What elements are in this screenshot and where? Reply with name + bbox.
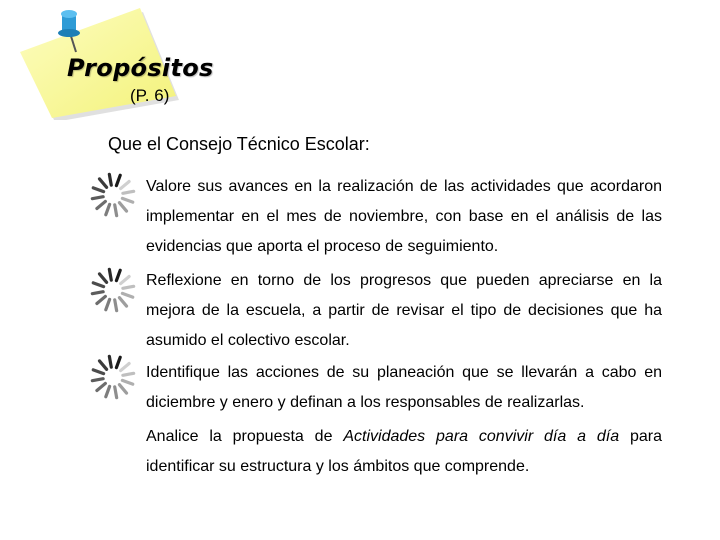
spinner-tick (119, 298, 126, 306)
item-text: Analice la propuesta de (146, 428, 344, 445)
spinner-tick (100, 361, 107, 369)
list-item: Reflexione en torno de los progresos que pueden apreciarse en la mejora de la escuela, a partir de revisar el tipo de decisiones que ha asumido el colectivo escolar. (146, 272, 662, 349)
spinner-tick (115, 387, 117, 398)
spinner-tick (106, 386, 110, 396)
spinner-tick (93, 370, 103, 374)
spinner-tick (109, 269, 111, 280)
list-item: Identifique las acciones de su planeación que se llevarán a cabo en diciembre y enero y definan a los responsables de realizarlas. (146, 364, 662, 411)
spinner-tick (92, 379, 103, 381)
page-title: Propósitos (67, 54, 214, 82)
spinner-tick (92, 292, 103, 294)
spinner-tick (122, 380, 132, 384)
spinner-tick (119, 203, 126, 211)
spinner-tick (122, 198, 132, 202)
spinner-bullet-icon (88, 352, 138, 402)
list-item (146, 422, 662, 482)
spinner-tick (116, 175, 120, 185)
spinner-bullet-icon (88, 170, 138, 220)
spinner-tick (97, 201, 105, 208)
spinner-tick (121, 182, 129, 189)
activity-title: Actividades para convivir día a día (343, 428, 620, 445)
spinner-tick (109, 174, 111, 185)
spinner-tick (93, 283, 103, 287)
spinner-tick (100, 274, 107, 282)
spinner-tick (106, 299, 110, 309)
spinner-tick (100, 179, 107, 187)
list-item: Valore sus avances en la realización de las actividades que acordaron implementar en el mes de noviembre, con base en el análisis de las evidencias que aporta el proceso de seguimiento. (146, 178, 662, 255)
spinner-tick (119, 385, 126, 393)
intro-text: Que el Consejo Técnico Escolar: (108, 134, 370, 154)
spinner-tick (121, 277, 129, 284)
spinner-tick (106, 204, 110, 214)
spinner-tick (121, 364, 129, 371)
spinner-tick (115, 205, 117, 216)
spinner-tick (93, 188, 103, 192)
spinner-tick (92, 197, 103, 199)
spinner-tick (116, 357, 120, 367)
spinner-tick (123, 191, 134, 193)
spinner-tick (97, 383, 105, 390)
page-reference: (P. 6) (130, 86, 170, 105)
spinner-tick (115, 300, 117, 311)
spinner-tick (97, 296, 105, 303)
spinner-tick (123, 373, 134, 375)
spinner-tick (116, 270, 120, 280)
spinner-tick (109, 356, 111, 367)
spinner-tick (122, 293, 132, 297)
spinner-tick (123, 286, 134, 288)
item-text: para identificar su estructura y los ámbitos que comprende. (146, 428, 663, 475)
spinner-bullet-icon (88, 265, 138, 315)
